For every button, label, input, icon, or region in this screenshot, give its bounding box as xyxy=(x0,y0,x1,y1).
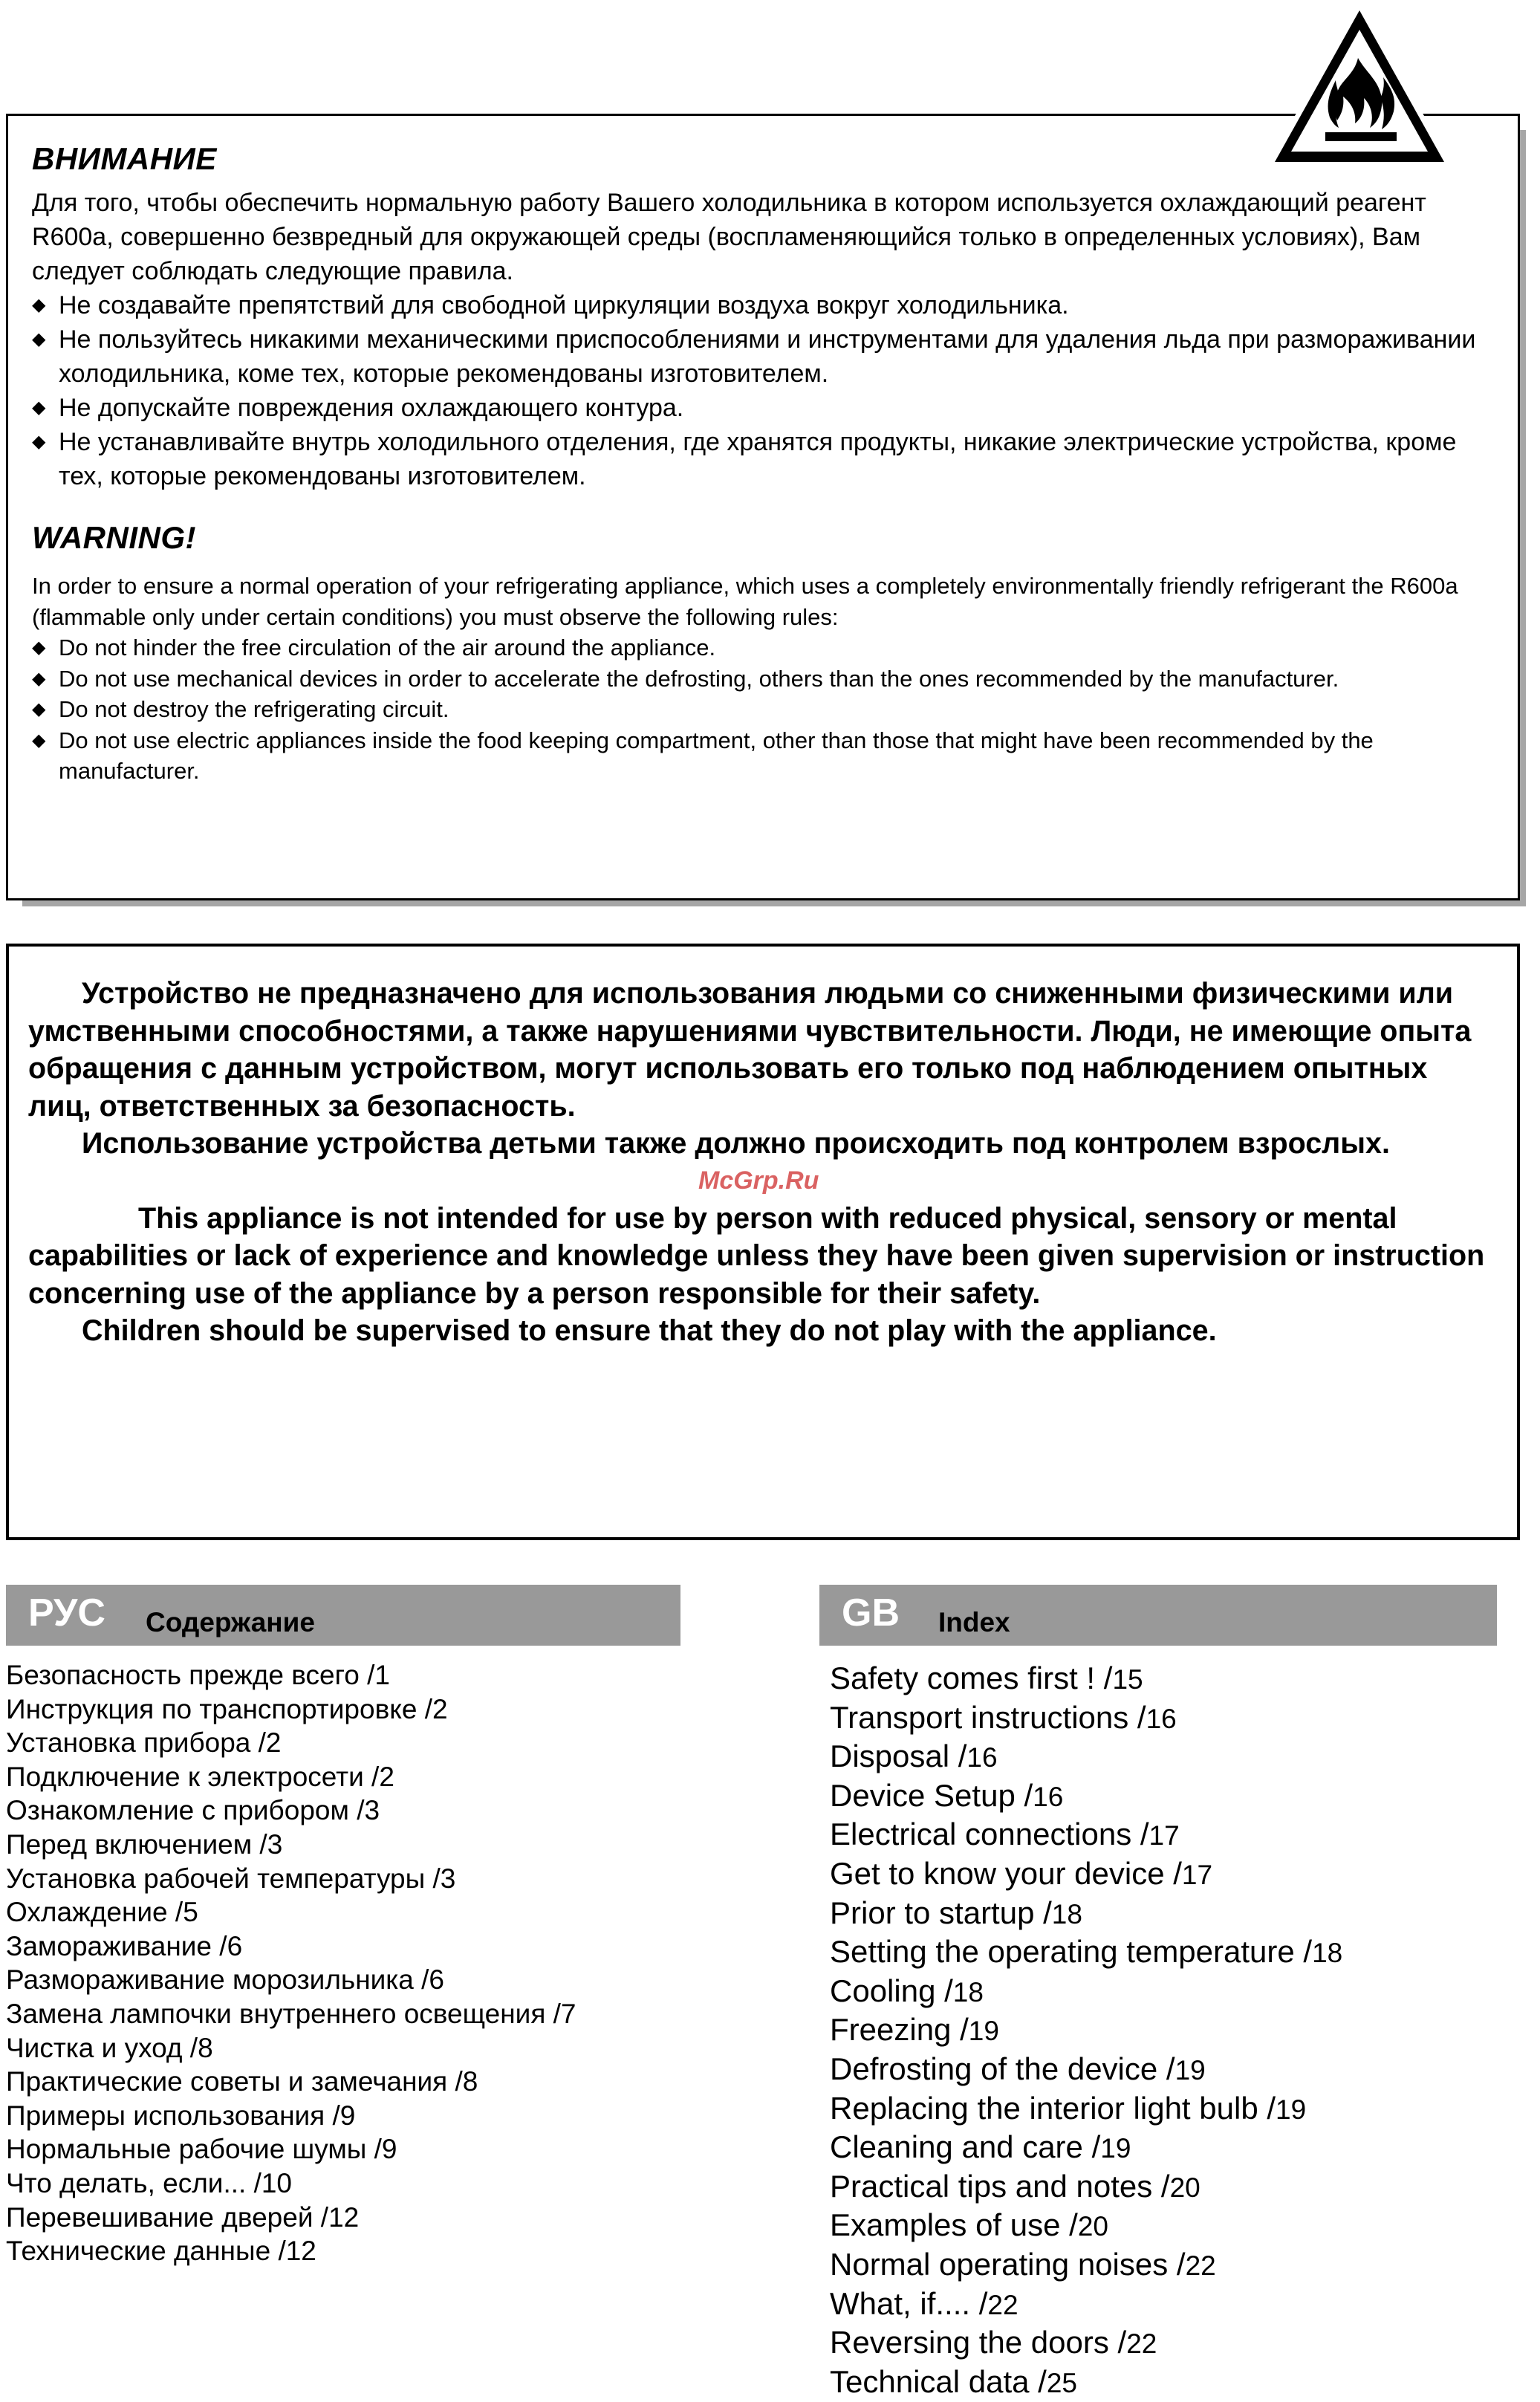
index-page-number: 20 xyxy=(1169,2172,1201,2203)
index-item-ru[interactable]: Что делать, если... /10 xyxy=(6,2167,293,2198)
index-item-gb[interactable]: Examples of use /20 xyxy=(830,2207,1108,2243)
index-item-gb[interactable]: Get to know your device /17 xyxy=(830,1855,1213,1891)
index-page-number: 19 xyxy=(968,2016,999,2047)
index-page-number: 19 xyxy=(1100,2133,1131,2164)
index-item-gb[interactable]: Defrosting of the device /19 xyxy=(830,2051,1206,2086)
index-item-ru[interactable]: Ознакомление с прибором /3 xyxy=(6,1795,380,1826)
index-page-number: 22 xyxy=(1185,2250,1216,2281)
index-item-ru[interactable]: Безопасность прежде всего /1 xyxy=(6,1660,390,1690)
index-item-ru[interactable]: Замена лампочки внутреннего освещения /7 xyxy=(6,1998,576,2029)
bullet-icon: ◆ xyxy=(32,668,46,689)
index-page-number: 15 xyxy=(1112,1664,1143,1695)
index-title-ru: Содержание xyxy=(146,1607,315,1637)
index-item-gb[interactable]: What, if.... /22 xyxy=(830,2285,1018,2321)
index-item-gb[interactable]: Safety comes first ! /15 xyxy=(830,1661,1143,1695)
index-page-number: 22 xyxy=(1126,2328,1157,2360)
index-item-gb[interactable]: Electrical connections /17 xyxy=(830,1817,1180,1852)
index-item-ru[interactable]: Практические советы и замечания /8 xyxy=(6,2066,478,2097)
warning-rule-en: ◆ Do not use electric appliances inside the food keeping compartment, other than those that might have been recommended by the manufacturer. xyxy=(32,725,1495,787)
warning-intro-ru: Для того, чтобы обеспечить нормальную работу Вашего холодильника в котором используется охлаждающий реагент R600a, совершенно безвредный для окружающей среды (воспламеняющийся только в определенных условиях), Вам следует соблюдать следующие правила. xyxy=(32,189,1426,285)
index-page-number: 25 xyxy=(1046,2367,1078,2398)
index-item-ru[interactable]: Перед включением /3 xyxy=(6,1828,283,1860)
index-item-ru[interactable]: Подключение к электросети /2 xyxy=(6,1761,394,1792)
warning-title-en: WARNING! xyxy=(32,520,196,555)
index-page-number: 16 xyxy=(966,1742,998,1773)
index-item-ru[interactable]: Установка рабочей температуры /3 xyxy=(6,1863,456,1894)
index-page-number: 20 xyxy=(1077,2211,1108,2242)
index-code-gb: GB xyxy=(842,1591,900,1635)
notice-en-paragraph-2: Children should be supervised to ensure that they do not play with the appliance. xyxy=(82,1314,1217,1347)
index-item-gb[interactable]: Replacing the interior light bulb /19 xyxy=(830,2090,1307,2126)
safety-notice-box xyxy=(6,944,1520,1540)
index-item-gb[interactable]: Cooling /18 xyxy=(830,1973,984,2008)
bullet-icon: ◆ xyxy=(32,329,46,349)
index-item-gb[interactable]: Transport instructions /16 xyxy=(830,1699,1177,1735)
bullet-icon: ◆ xyxy=(32,432,46,452)
index-item-ru[interactable]: Размораживание морозильника /6 xyxy=(6,1964,445,1996)
bullet-icon: ◆ xyxy=(32,637,46,658)
index-item-ru[interactable]: Нормальные рабочие шумы /9 xyxy=(6,2134,397,2165)
index-page-number: 18 xyxy=(952,1976,984,2007)
warning-rule-ru: ◆ Не пользуйтесь никакими механическими приспособлениями и инструментами для удаления льда при размораживании холодильника, коме тех, которые рекомендованы изготовителем. xyxy=(32,322,1495,391)
index-item-gb[interactable]: Reversing the doors /22 xyxy=(830,2325,1157,2360)
index-list-ru xyxy=(6,1658,576,2268)
bullet-icon: ◆ xyxy=(32,295,46,315)
index-item-gb[interactable]: Setting the operating temperature /18 xyxy=(830,1934,1343,1970)
index-list-gb xyxy=(830,1660,1342,2402)
index-item-gb[interactable]: Freezing /19 xyxy=(830,2012,999,2048)
index-page-number: 19 xyxy=(1175,2054,1206,2085)
index-item-gb[interactable]: Prior to startup /18 xyxy=(830,1895,1082,1930)
index-item-gb[interactable]: Practical tips and notes /20 xyxy=(830,2168,1201,2204)
warning-rules-ru xyxy=(32,288,1495,493)
index-item-ru[interactable]: Чистка и уход /8 xyxy=(6,2032,213,2063)
warning-rule-en: ◆ Do not destroy the refrigerating circuit. xyxy=(32,694,1495,725)
index-item-gb[interactable]: Normal operating noises /22 xyxy=(830,2246,1216,2282)
index-item-ru[interactable]: Перевешивание дверей /12 xyxy=(6,2201,360,2233)
bullet-icon: ◆ xyxy=(32,699,46,719)
warning-box xyxy=(6,114,1520,900)
index-item-gb[interactable]: Device Setup /16 xyxy=(830,1777,1064,1813)
index-item-ru[interactable]: Установка прибора /2 xyxy=(6,1727,282,1759)
notice-ru-paragraph-2: Использование устройства детьми также должно происходить под контролем взрослых. xyxy=(82,1127,1390,1160)
warning-rule-ru: ◆ Не создавайте препятствий для свободной циркуляции воздуха вокруг холодильника. xyxy=(32,288,1495,322)
index-item-gb[interactable]: Cleaning and care /19 xyxy=(830,2129,1131,2165)
warning-rule-ru: ◆ Не допускайте повреждения охлаждающего контура. xyxy=(32,391,1495,425)
index-page-number: 22 xyxy=(987,2289,1018,2320)
notice-en-paragraph-1: This appliance is not intended for use by person with reduced physical, sensory or mental capabilities or lack of experience and knowledge unless they have been given supervision or instruction concerning use of the appliance by a person responsible for their safety. xyxy=(28,1201,1485,1310)
index-page-number: 18 xyxy=(1051,1898,1082,1929)
index-title-gb: Index xyxy=(938,1607,1010,1637)
watermark: McGrp.Ru xyxy=(698,1166,819,1195)
warning-rules-en xyxy=(32,632,1495,787)
index-page-number: 17 xyxy=(1181,1859,1213,1890)
warning-title-ru: ВНИМАНИЕ xyxy=(32,141,217,176)
index-item-ru[interactable]: Замораживание /6 xyxy=(6,1930,243,1961)
warning-rule-ru: ◆ Не устанавливайте внутрь холодильного отделения, где хранятся продукты, никакие электрические устройства, кроме тех, которые рекомендованы изготовителем. xyxy=(32,425,1495,493)
flammable-warning-icon xyxy=(1263,0,1456,171)
index-page-number: 16 xyxy=(1033,1781,1064,1812)
warning-rule-en: ◆ Do not use mechanical devices in order to accelerate the defrosting, others than the ones recommended by the manufacturer. xyxy=(32,663,1495,695)
index-code-ru: РУС xyxy=(28,1591,105,1635)
notice-ru-paragraph-1: Устройство не предназначено для использования людьми со сниженными физическими или умственными способностями, а также нарушениями чувствительности. Люди, не имеющие опыта обращения с данным устройством, могут использовать его только под наблюдением опытных лиц, ответственных за безопасность. xyxy=(28,977,1472,1123)
index-item-ru[interactable]: Охлаждение /5 xyxy=(6,1897,198,1928)
warning-rule-en: ◆ Do not hinder the free circulation of the air around the appliance. xyxy=(32,632,1495,663)
index-page-number: 17 xyxy=(1148,1820,1180,1851)
index-page-number: 19 xyxy=(1276,2094,1307,2125)
index-item-ru[interactable]: Примеры использования /9 xyxy=(6,2100,356,2131)
index-item-ru[interactable]: Технические данные /12 xyxy=(6,2236,316,2267)
index-item-gb[interactable]: Disposal /16 xyxy=(830,1739,998,1774)
index-page-number: 18 xyxy=(1312,1938,1343,1969)
index-header-gb xyxy=(819,1585,1497,1646)
bullet-icon: ◆ xyxy=(32,730,46,750)
warning-intro-en: In order to ensure a normal operation of your refrigerating appliance, which uses a completely environmentally friendly refrigerant the R600a (flammable only under certain conditions) you must observe the following rules: xyxy=(32,573,1458,630)
index-item-ru[interactable]: Инструкция по транспортировке /2 xyxy=(6,1693,448,1724)
bullet-icon: ◆ xyxy=(32,397,46,418)
index-header-ru xyxy=(6,1585,680,1646)
index-page-number: 16 xyxy=(1146,1703,1177,1734)
index-item-gb[interactable]: Technical data /25 xyxy=(830,2363,1078,2399)
